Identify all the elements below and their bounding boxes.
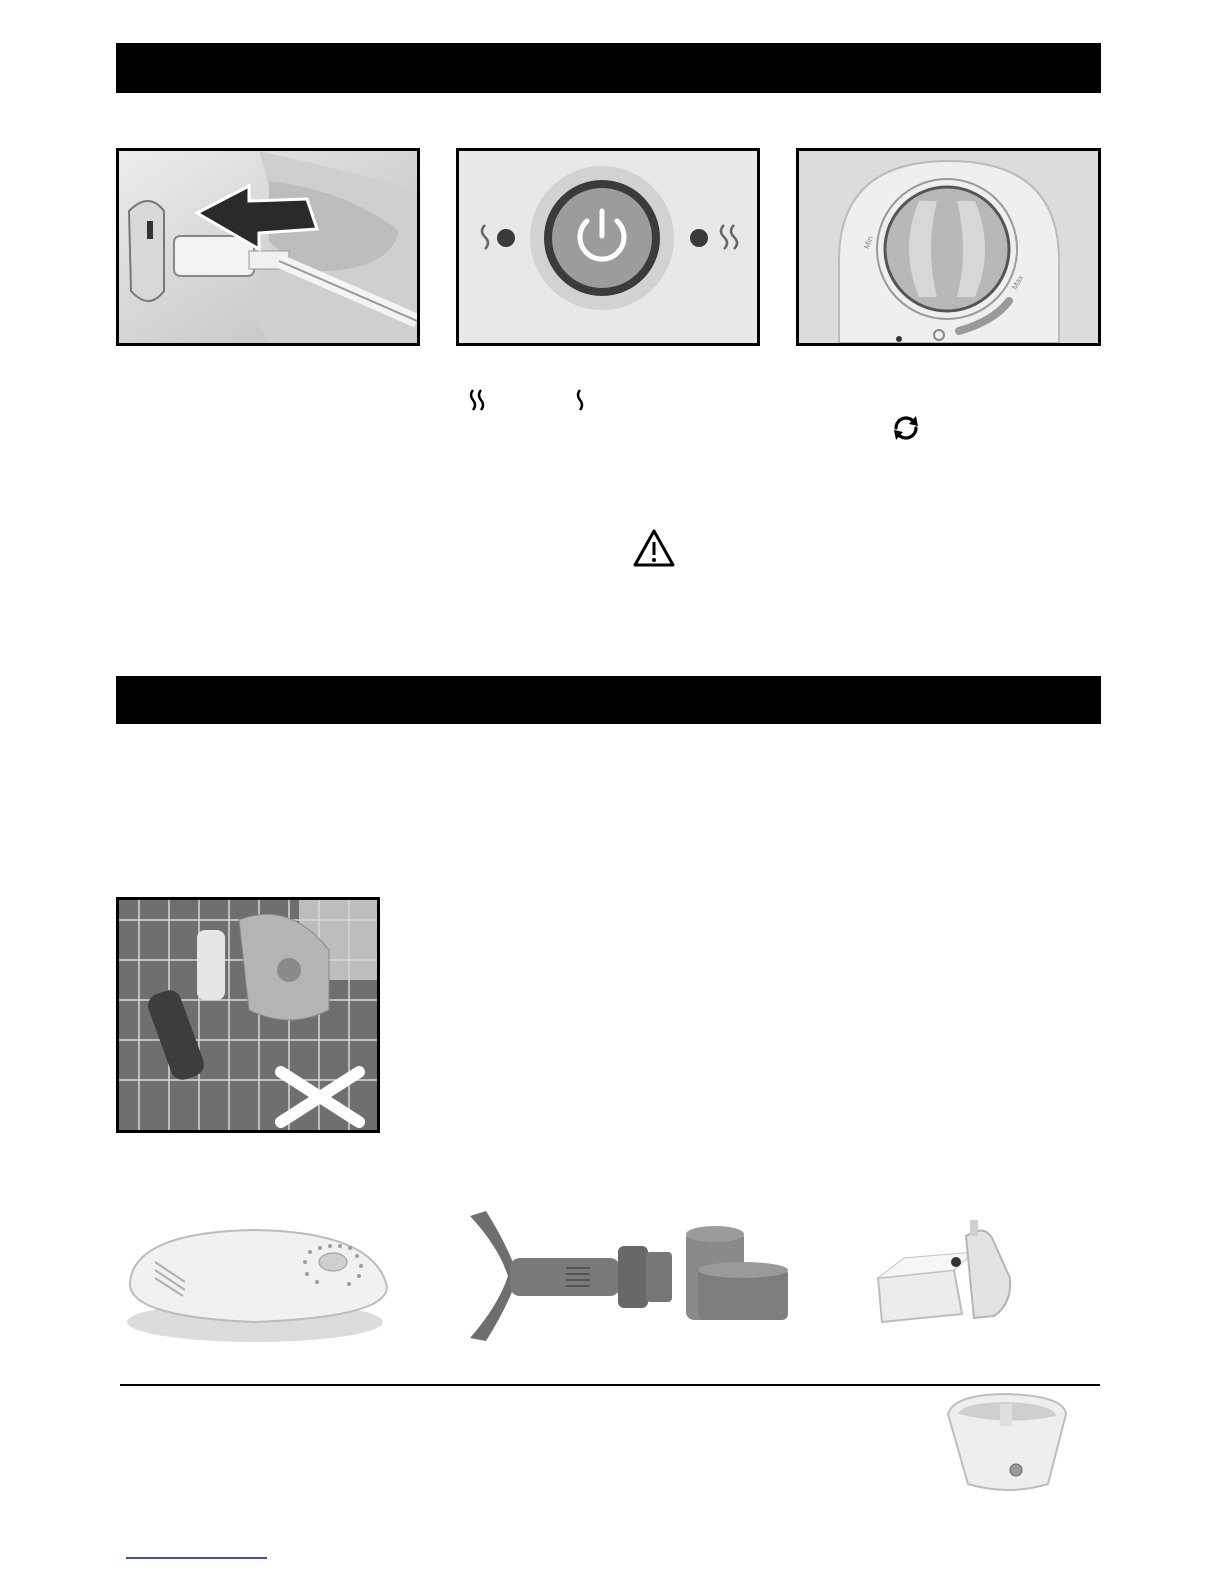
section-header-bar-2 [116,676,1101,724]
section-header-bar-1 [116,43,1101,93]
output-dial-photo [796,148,1101,346]
footer-divider [120,1384,1100,1386]
caution-icon [632,528,676,573]
dishwasher-prohibited-photo [116,897,380,1133]
heating-element-part [874,1218,1014,1326]
mist-nozzle-and-filter-parts [468,1206,792,1346]
power-button-photo [456,148,760,346]
link-underline[interactable] [126,1557,267,1559]
dial-max-label: Max [1009,273,1026,292]
water-basin-part [944,1392,1070,1496]
continuous-cycle-icon [888,410,924,451]
dial-min-label: Min [862,234,875,251]
tank-cap-part [125,1222,390,1357]
low-steam-icon [574,388,586,417]
plug-into-outlet-photo [116,148,420,346]
high-steam-icon [467,388,487,417]
